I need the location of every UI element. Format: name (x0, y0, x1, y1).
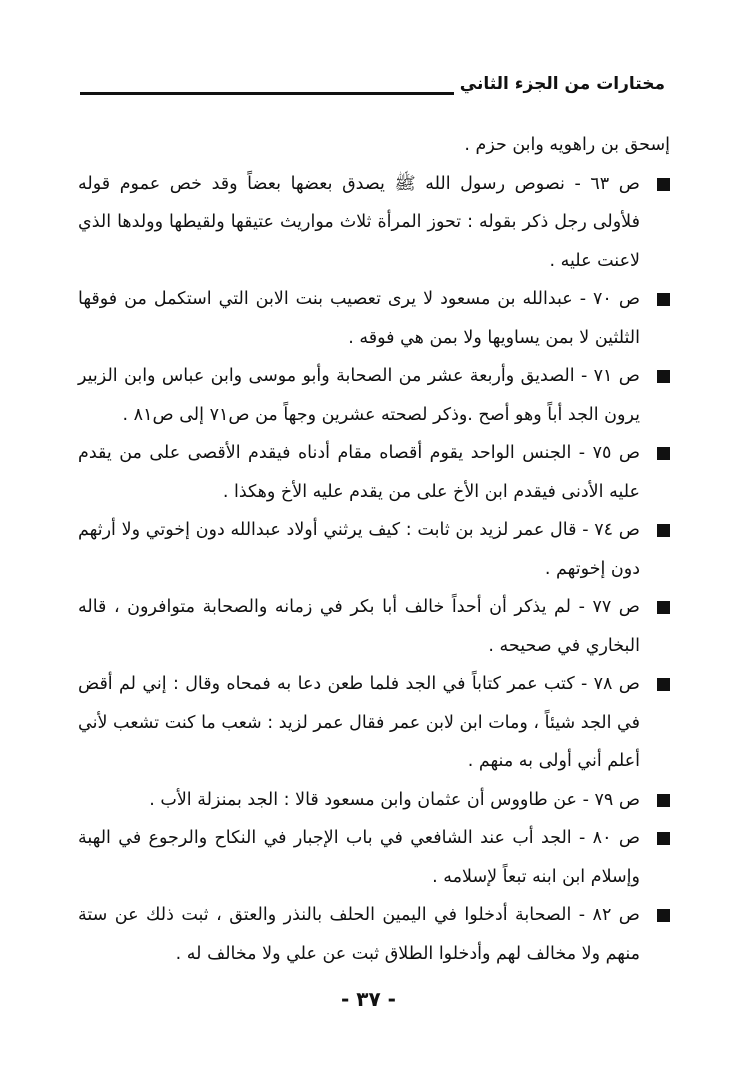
entry-ref: ص ٧١ - (580, 366, 640, 386)
entry (78, 588, 670, 665)
square-bullet-icon (657, 909, 670, 922)
entry-ref: ص ٧٩ - (582, 789, 640, 810)
entry-text: نصوص رسول الله ﷺ يصدق بعضها بعضاً وقد خص عموم قوله فلأولى رجل ذكر بقوله : تحوز المرأة ثلاث مواريث عتيقها ولقيطها وولدها الذي لاعنت عليه . (78, 173, 640, 271)
entry (78, 357, 670, 434)
square-bullet-icon (657, 370, 670, 383)
entry-ref: ص ٧٨ - (581, 674, 640, 694)
square-bullet-icon (657, 447, 670, 460)
intro-line: إسحق بن راهويه وابن حزم . (464, 135, 670, 155)
entry (78, 819, 670, 896)
square-bullet-icon (657, 794, 670, 807)
entry-ref: ص ٧٥ - (578, 443, 640, 463)
square-bullet-icon (657, 293, 670, 306)
square-bullet-icon (657, 678, 670, 691)
entry (78, 165, 670, 281)
entry (78, 280, 670, 357)
page-number: - ٣٧ - (341, 987, 396, 1011)
square-bullet-icon (657, 178, 670, 191)
entry-text: كتب عمر كتاباً في الجد فلما طعن دعا به فمحاه وقال : إني لم أقض في الجد شيئاً ، ومات ابن لابن عمر فقال عمر لزيد : شعب ما كنت تشعب لأني أعلم أني أولى به منهم . (78, 674, 640, 771)
entry-text: قال عمر لزيد بن ثابت : كيف يرثني أولاد عبدالله دون إخوتي ولا أرثهم دون إخوتهم . (78, 520, 640, 579)
entry-text: الجد أب عند الشافعي في باب الإجبار في النكاح والرجوع في الهبة وإسلام ابن ابنه تبعاً لإسلامه . (78, 828, 640, 887)
entry-ref: ص ٦٣ - (574, 173, 640, 194)
entry-ref: ص ٧٠ - (579, 289, 640, 309)
entry (78, 781, 670, 820)
square-bullet-icon (657, 832, 670, 845)
square-bullet-icon (657, 524, 670, 537)
page-header (80, 72, 665, 102)
entry-ref: ص ٨٢ - (578, 905, 640, 925)
entry-text: لم يذكر أن أحداً خالف أبا بكر في زمانه والصحابة متوافرون ، قاله البخاري في صحيحه . (78, 597, 640, 656)
running-title: مختارات من الجزء الثاني (454, 72, 665, 96)
entry-text: الجنس الواحد يقوم أقصاه مقام أدناه فيقدم الأقصى على من يقدم عليه الأدنى فيقدم ابن الأخ على من يقدم عليه الأخ وهكذا . (78, 443, 640, 502)
entry-ref: ص ٧٤ - (582, 520, 640, 540)
page-body (78, 126, 670, 973)
entry (78, 511, 670, 588)
entry (78, 896, 670, 973)
entry-text: الصحابة أدخلوا في اليمين الحلف بالنذر والعتق ، ثبت ذلك عن ستة منهم ولا مخالف لهم وأدخلوا الطلاق ثبت عن علي ولا مخالف له . (78, 905, 640, 964)
entry-text: عبدالله بن مسعود لا يرى تعصيب بنت الابن التي استكمل من فوقها الثلثين لا بمن يساويها ولا بمن هي فوقه . (78, 289, 640, 348)
entry-ref: ص ٨٠ - (579, 828, 640, 848)
entry (78, 434, 670, 511)
entry-ref: ص ٧٧ - (578, 597, 640, 617)
entry (78, 665, 670, 781)
square-bullet-icon (657, 601, 670, 614)
entry-text: الصديق وأربعة عشر من الصحابة وأبو موسى وابن عباس وابن الزبير يرون الجد أباً وهو أصح .وذكر لصحته عشرين وجهاً من ص٧١ إلى ص٨١ . (78, 366, 640, 425)
entry-text: عن طاووس أن عثمان وابن مسعود قالا : الجد بمنزلة الأب . (149, 789, 577, 810)
